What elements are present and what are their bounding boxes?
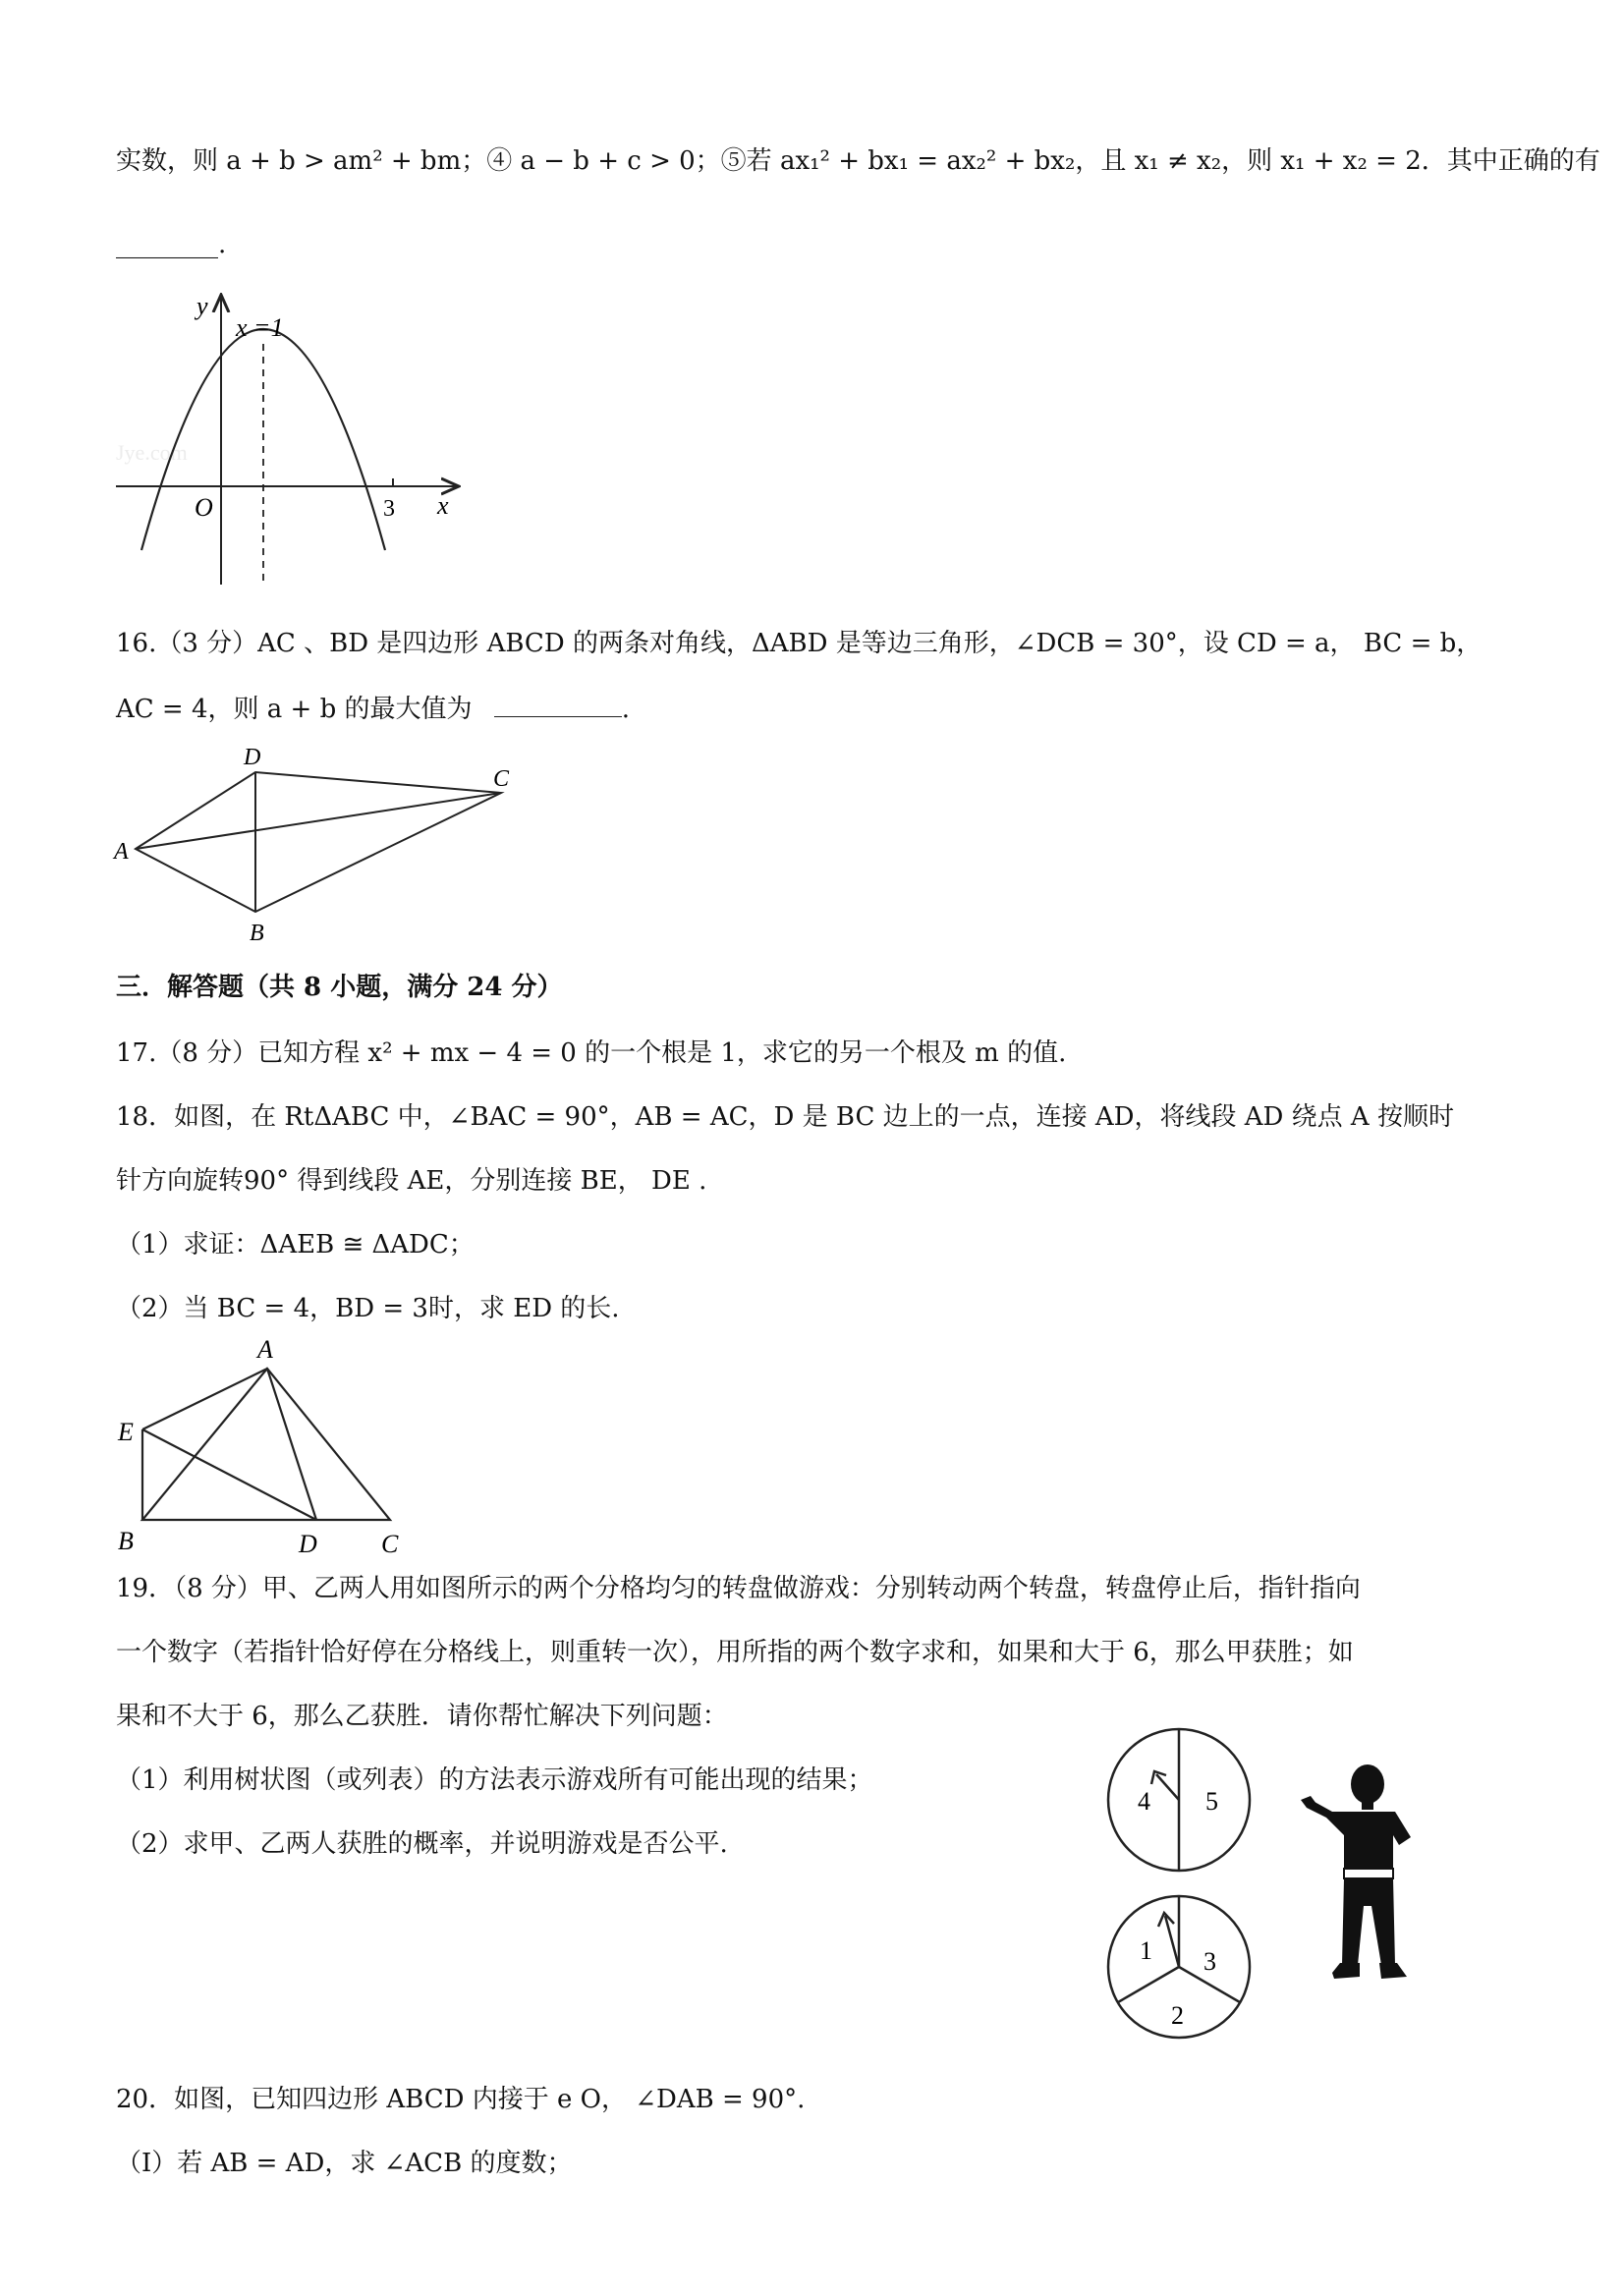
triangle-abc xyxy=(142,1369,390,1520)
boy-shirt xyxy=(1305,1802,1411,1873)
q15-continuation-line: 实数，则 a + b > am² + bm；④ a − b + c > 0；⑤若 ax₁² + bx₁ = ax₂² + bx₂，且 x₁ ≠ x₂，则 x₁ + x₂ = 2．其中正确的有 xyxy=(116,146,1600,176)
spinner-1 xyxy=(1100,1721,1258,1878)
q16-answer-blank xyxy=(494,691,622,717)
q15-parabola-figure xyxy=(108,285,472,594)
x-tick-3-label: 3 xyxy=(383,496,395,522)
label-e: E xyxy=(118,1418,134,1446)
origin-label: O xyxy=(195,493,213,522)
q16-line-2-text: AC = 4，则 a + b 的最大值为 xyxy=(116,695,473,724)
spinner-2-number-1: 1 xyxy=(1140,1936,1152,1965)
boy-illustration xyxy=(1297,1759,1434,2004)
boy-neck xyxy=(1362,1800,1373,1810)
q19-line-2: 一个数字（若指针恰好停在分格线上，则重转一次），用所指的两个数字求和，如果和大于 6，那么甲获胜；如 xyxy=(116,1638,1354,1667)
label-c: C xyxy=(381,1530,399,1557)
q20-part-1: （Ⅰ）若 AB = AD，求 ∠ACB 的度数； xyxy=(116,2149,573,2178)
segment-ae xyxy=(142,1369,267,1429)
q18-line-1: 18．如图，在 RtΔABC 中，∠BAC = 90°，AB = AC，D 是 BC 边上的一点，连接 AD，将线段 AD 绕点 A 按顺时 xyxy=(116,1102,1454,1132)
axis-y-label: y xyxy=(196,292,208,320)
quadrilateral-abcd xyxy=(136,772,501,912)
spinner-2-number-2: 2 xyxy=(1171,2001,1184,2030)
q19-line-1: 19．（8 分）甲、乙两人用如图所示的两个分格均匀的转盘做游戏：分别转动两个转盘，转盘停止后，指针指向 xyxy=(116,1574,1361,1603)
axis-x-label: x xyxy=(437,491,449,520)
spinner-2-pointer xyxy=(1165,1916,1179,1967)
q16-line-2-end: . xyxy=(621,695,631,724)
q15-watermark: Jye.com xyxy=(116,440,188,465)
q18-triangle-figure xyxy=(108,1331,422,1557)
segment-ed xyxy=(142,1429,316,1520)
label-a: A xyxy=(257,1335,273,1364)
label-b: B xyxy=(250,921,264,945)
q19-part-2: （2）求甲、乙两人获胜的概率，并说明游戏是否公平. xyxy=(116,1829,728,1859)
spinner-1-pointer xyxy=(1156,1774,1179,1800)
label-d: D xyxy=(244,745,261,770)
section-3-title: 三．解答题（共 8 小题，满分 24 分） xyxy=(116,973,563,1002)
q19-line-3: 果和不大于 6，那么乙获胜．请你帮忙解决下列问题： xyxy=(116,1702,728,1731)
q17-text: 17.（8 分）已知方程 x² + mx − 4 = 0 的一个根是 1，求它的另一个根及 m 的值. xyxy=(116,1038,1067,1068)
q16-line-1: 16.（3 分）AC 、BD 是四边形 ABCD 的两条对角线，ΔABD 是等边三角形，∠DCB = 30°，设 CD = a， BC = b， xyxy=(116,629,1483,658)
q15-answer-blank: ________. xyxy=(116,230,227,259)
spinner-1-number-4: 4 xyxy=(1138,1787,1150,1816)
label-b: B xyxy=(118,1527,134,1555)
boy-right-shoe xyxy=(1379,1963,1407,1979)
boy-belt xyxy=(1344,1869,1393,1878)
label-d: D xyxy=(299,1530,317,1557)
q16-line-2 xyxy=(116,691,630,726)
label-c: C xyxy=(493,766,510,792)
boy-left-shoe xyxy=(1332,1963,1360,1979)
q18-part-2: （2）当 BC = 4，BD = 3时，求 ED 的长. xyxy=(116,1294,620,1323)
q19-part-1: （1）利用树状图（或列表）的方法表示游戏所有可能出现的结果； xyxy=(116,1765,873,1795)
q16-quadrilateral-figure xyxy=(108,739,531,945)
spinner-2 xyxy=(1100,1888,1258,2045)
spinner-1-number-5: 5 xyxy=(1205,1787,1218,1816)
q20-line-1: 20．如图，已知四边形 ABCD 内接于 e O， ∠DAB = 90°. xyxy=(116,2085,806,2114)
spinner-2-divider-left xyxy=(1118,1967,1179,2002)
label-a: A xyxy=(114,839,129,865)
spinner-2-number-3: 3 xyxy=(1203,1947,1216,1976)
boy-head xyxy=(1351,1764,1384,1804)
q18-part-1: （1）求证：ΔAEB ≅ ΔADC； xyxy=(116,1230,475,1260)
symmetry-axis-label: x =1 xyxy=(236,313,284,342)
diagonal-ac xyxy=(136,793,501,849)
boy-legs xyxy=(1342,1878,1395,1965)
q18-line-2: 针方向旋转90° 得到线段 AE，分别连接 BE， DE . xyxy=(116,1166,707,1196)
